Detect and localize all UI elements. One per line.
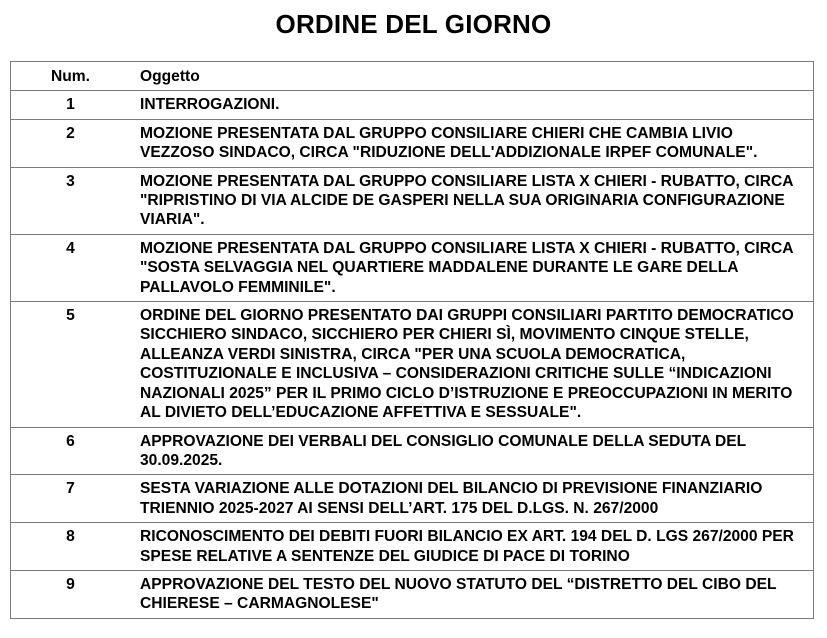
- table-body: [11, 91, 814, 618]
- page-title: ORDINE DEL GIORNO: [275, 9, 552, 39]
- header-oggetto: Oggetto: [140, 68, 200, 85]
- row-num: 8: [66, 528, 75, 546]
- row-num: 9: [66, 575, 75, 593]
- table-row: [11, 475, 814, 523]
- row-oggetto: SESTA VARIAZIONE ALLE DOTAZIONI DEL BILANCIO DI PREVISIONE FINANZIARIO TRIENNIO 2025-2027 AI SENSI DELL’ART. 175 DEL D.LGS. N. 267/2000: [140, 480, 763, 517]
- row-num: 5: [66, 307, 75, 325]
- row-oggetto: MOZIONE PRESENTATA DAL GRUPPO CONSILIARE LISTA X CHIERI - RUBATTO, CIRCA "RIPRISTINO DI VIA ALCIDE DE GASPERI NELLA SUA ORIGINARIA CONFIGURAZIONE VIARIA".: [140, 172, 793, 229]
- table-row: [11, 119, 814, 167]
- row-num: 6: [66, 432, 75, 450]
- row-oggetto: ORDINE DEL GIORNO PRESENTATO DAI GRUPPI CONSILIARI PARTITO DEMOCRATICO SICCHIERO SINDACO, SICCHIERO PER CHIERI SÌ, MOVIMENTO CINQUE STELLE, ALLEANZA VERDI SINISTRA, CIRCA "PER UNA SCUOLA DEMOCRATICA, COSTITUZIONALE E INCLUSIVA – CONSIDERAZIONI CRITICHE SULLE “INDICAZIONI NAZIONALI 2025” PER IL PRIMO CICLO D’ISTRUZIONE E PREOCCUPAZIONI IN MERITO AL DIVIETO DELL’EDUCAZIONE AFFETTIVA E SESSUALE".: [140, 307, 794, 422]
- row-oggetto: APPROVAZIONE DEL TESTO DEL NUOVO STATUTO DEL “DISTRETTO DEL CIBO DEL CHIERESE – CARMAGNOLESE": [140, 575, 777, 613]
- agenda-table: [10, 61, 814, 619]
- row-num: 1: [66, 96, 75, 114]
- table-row: [11, 570, 814, 618]
- row-oggetto: APPROVAZIONE DEI VERBALI DEL CONSIGLIO COMUNALE DELLA SEDUTA DEL 30.09.2025.: [140, 432, 746, 469]
- row-num: 4: [66, 239, 75, 257]
- table-row: [11, 302, 814, 427]
- row-oggetto: MOZIONE PRESENTATA DAL GRUPPO CONSILIARE LISTA X CHIERI - RUBATTO, CIRCA "SOSTA SELVAGGIA NEL QUARTIERE MADDALENE DURANTE LE GARE DELLA PALLAVOLO FEMMINILE".: [140, 239, 793, 296]
- row-num: 2: [66, 124, 75, 142]
- header-row: [11, 62, 814, 91]
- header-num: Num.: [51, 68, 90, 85]
- row-oggetto: MOZIONE PRESENTATA DAL GRUPPO CONSILIARE CHIERI CHE CAMBIA LIVIO VEZZOSO SINDACO, CIRCA "RIDUZIONE DELL'ADDIZIONALE IRPEF COMUNALE".: [140, 124, 758, 162]
- table-row: [11, 167, 814, 234]
- table-row: [11, 523, 814, 571]
- row-oggetto: INTERROGAZIONI.: [140, 96, 280, 114]
- table-row: [11, 91, 814, 119]
- row-num: 3: [66, 172, 75, 190]
- row-num: 7: [66, 480, 75, 498]
- row-oggetto: RICONOSCIMENTO DEI DEBITI FUORI BILANCIO EX ART. 194 DEL D. LGS 267/2000 PER SPESE RELATIVE A SENTENZE DEL GIUDICE DI PACE DI TORINO: [140, 528, 794, 565]
- table-row: [11, 427, 814, 475]
- table-row: [11, 234, 814, 301]
- table-header: [11, 62, 814, 91]
